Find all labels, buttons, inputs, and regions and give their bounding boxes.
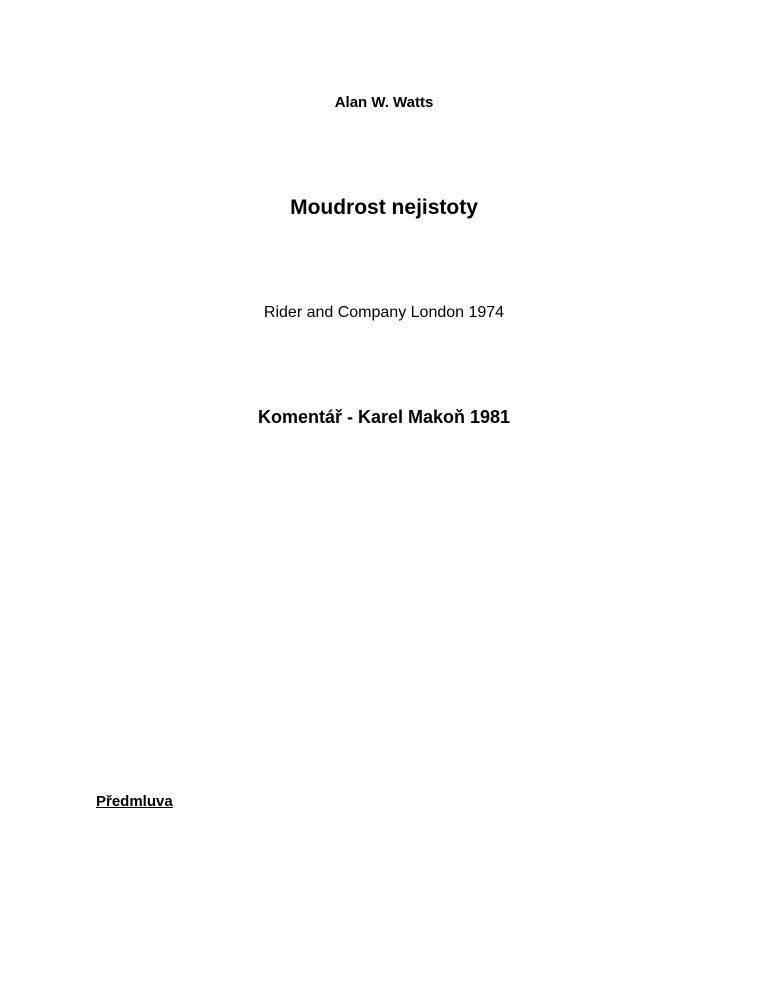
- commentary-credit: Komentář - Karel Makoň 1981: [257, 407, 511, 427]
- section-heading-foreword: Předmluva: [96, 793, 173, 810]
- book-title: Moudrost nejistoty: [290, 196, 478, 219]
- publisher-info: Rider and Company London 1974: [263, 304, 505, 321]
- author-name: Alan W. Watts: [334, 94, 434, 111]
